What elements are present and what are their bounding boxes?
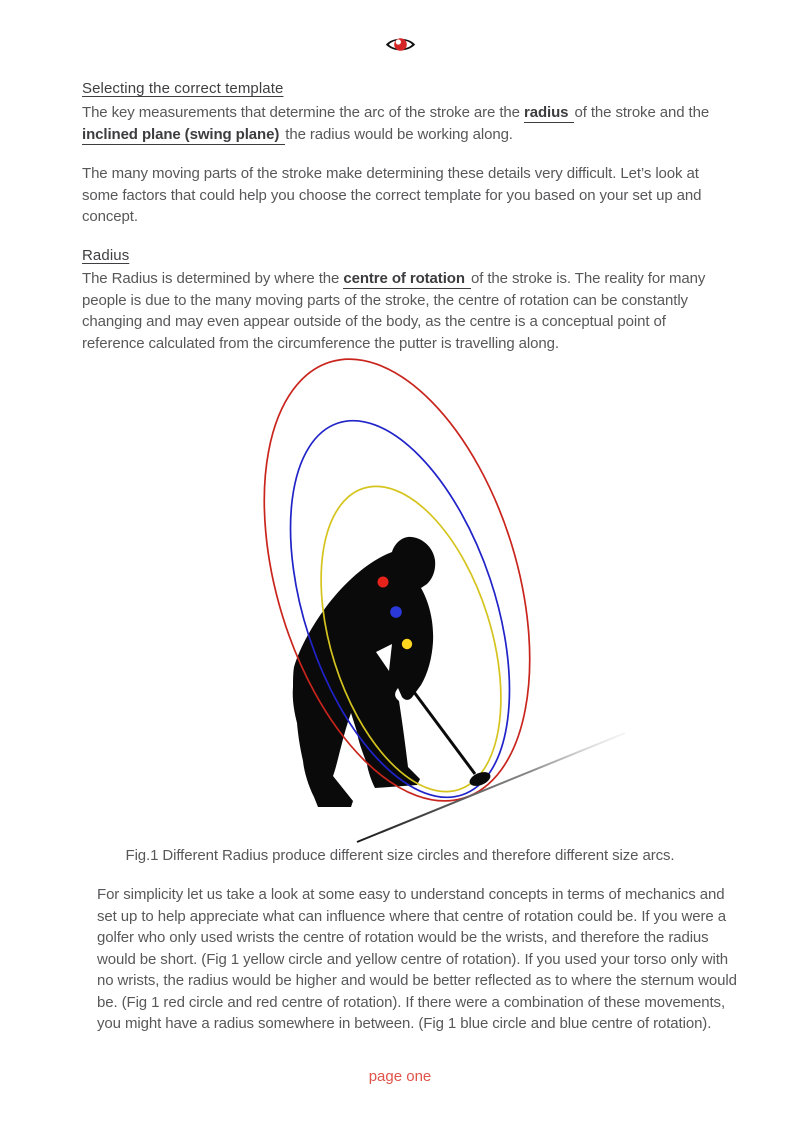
term-radius: radius [523,104,573,121]
yellow-centre-of-rotation [402,639,412,649]
paragraph-moving-parts [82,163,701,228]
page-number-label: page one [368,1068,432,1085]
text-line: changing and may even appear outside of the body, as the centre is a conceptual point of [82,313,666,330]
red-centre-of-rotation [378,577,389,588]
text-line: be. (Fig 1 red circle and red centre of rotation). If there were a combination of these movements, [97,993,726,1011]
text-line: inclined plane (swing plane) the radius would be working along. [82,125,513,143]
figure-caption: Fig.1 Different Radius produce different size circles and therefore different size arcs. [125,847,675,864]
text-line: would be short. (Fig 1 yellow circle and yellow centre of rotation). If you used your torso only with [97,950,729,968]
putter-head [468,769,493,788]
text-line: concept. [82,208,138,225]
eye-iris [394,38,407,51]
golfer-silhouette [293,537,435,807]
paragraph-simplicity-concepts [97,884,737,1035]
text-line: people is due to the many moving parts of the stroke, the centre of rotation can be constantly [82,291,688,309]
text-line: you might have a radius somewhere in between. (Fig 1 blue circle and blue centre of rotation). [97,1015,712,1032]
heading-radius: Radius [82,247,130,264]
text-line: For simplicity let us take a look at some easy to understand concepts in terms of mechanics and [97,886,725,903]
text-line: The many moving parts of the stroke make determining these details very difficult. Let’s look at [82,165,699,182]
eye-logo [385,35,416,54]
text-line: golfer who only used wrists the centre of rotation would be the wrists, and therefore the radius [97,929,709,946]
paragraph-radius-determined [82,268,705,354]
text-line: no wrists, the radius would be higher and would be better reflected as to where the sternum would [97,972,737,989]
eye-highlight [396,39,401,44]
paragraph-key-measurements [82,102,709,145]
text-line: some factors that could help you choose the correct template for you based on your set up and [82,186,702,204]
blue-centre-of-rotation [390,606,402,618]
term-inclined-plane: inclined plane (swing plane) [82,125,284,143]
text-line: The key measurements that determine the arc of the stroke are the radius of the stroke and the [82,104,710,121]
heading-selecting-template: Selecting the correct template [82,80,284,97]
figure-radius-diagram [0,355,800,855]
putter-shaft [411,688,475,774]
term-centre-of-rotation: centre of rotation [343,270,469,287]
text-line: set up to help appreciate what can influence where that centre of rotation could be. If you were a [97,907,726,925]
text-line: The Radius is determined by where the centre of rotation of the stroke is. The reality for many [82,270,706,287]
text-line: reference calculated from the circumference the putter is travelling along. [82,334,559,352]
